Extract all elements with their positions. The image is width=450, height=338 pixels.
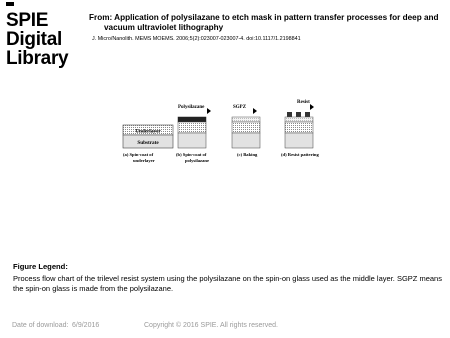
step-b-caption: [176, 152, 209, 163]
download-date-label: Date of download:: [12, 322, 69, 329]
resist-arrow-icon: [310, 104, 314, 110]
figure-legend-heading: Figure Legend:: [13, 262, 68, 271]
step-b-substrate: [178, 133, 206, 148]
sgpz-annotation: SGPZ: [233, 105, 247, 110]
step-d-resist-block-3: [305, 112, 310, 117]
step-c-sgpz-layer: [232, 117, 260, 122]
step-d-caption: [281, 152, 319, 157]
process-flow-figure: [115, 97, 355, 169]
step-d-resist-block-2: [296, 112, 301, 117]
step-b-polysilazane-layer: [178, 117, 206, 122]
resist-annotation: Resist: [297, 100, 310, 105]
copyright-notice: Copyright © 2016 SPIE. All rights reserved.: [144, 322, 278, 329]
figure-legend-text: Process flow chart of the trilevel resist system using the polysilazane on the spin-on glass used as the middle layer. SGPZ means the spin-on glass is made from the polysilazane.: [13, 274, 442, 293]
step-c-stack: [232, 105, 260, 148]
download-date-value: 6/9/2016: [72, 322, 100, 329]
logo-word-spie: SPIE: [6, 10, 49, 31]
logo-word-digital: Digital: [6, 29, 62, 50]
step-d-stack: [285, 100, 314, 148]
polysilazane-arrow-icon: [207, 108, 211, 114]
polysilazane-annotation: Polysilazane: [178, 105, 205, 110]
underlayer-label: Underlayer: [135, 128, 161, 135]
article-citation: J. Micro/Nanolith. MEMS MOEMS. 2006;5(2):023007-023007-4. doi:10.1117/1.2198841: [92, 36, 301, 42]
step-d-underlayer: [285, 122, 313, 133]
step-b-underlayer: [178, 122, 206, 133]
step-b-caption-line-2: polysilazane: [185, 158, 209, 163]
step-c-caption: [237, 152, 258, 157]
step-a-caption: [123, 152, 155, 163]
logo-word-library: Library: [6, 48, 69, 69]
step-c-substrate: [232, 133, 260, 148]
step-d-sgpz-layer: [285, 117, 313, 122]
step-d-substrate: [285, 133, 313, 148]
logo-mark: [6, 2, 14, 6]
spie-digital-library-logo: [6, 2, 68, 68]
substrate-label: Substrate: [137, 140, 159, 146]
step-d-resist-block-1: [287, 112, 292, 117]
step-a-caption-line-1: (a) Spin-coat of: [123, 152, 154, 157]
article-title: [89, 13, 444, 33]
step-b-caption-line-1: (b) Spin-coat of: [176, 152, 207, 157]
title-line-2: vacuum ultraviolet lithography: [104, 23, 224, 32]
title-line-1: From: Application of polysilazane to etch mask in pattern transfer processes for deep and: [89, 13, 439, 22]
step-b-stack: [178, 105, 211, 148]
step-c-underlayer: [232, 122, 260, 133]
step-c-caption-line-1: (c) Baking: [237, 152, 258, 157]
step-a-caption-line-2: underlayer: [133, 158, 155, 163]
step-a-stack: [123, 125, 173, 148]
sgpz-arrow-icon: [253, 108, 257, 114]
step-d-caption-line-1: (d) Resist pattering: [281, 152, 319, 157]
